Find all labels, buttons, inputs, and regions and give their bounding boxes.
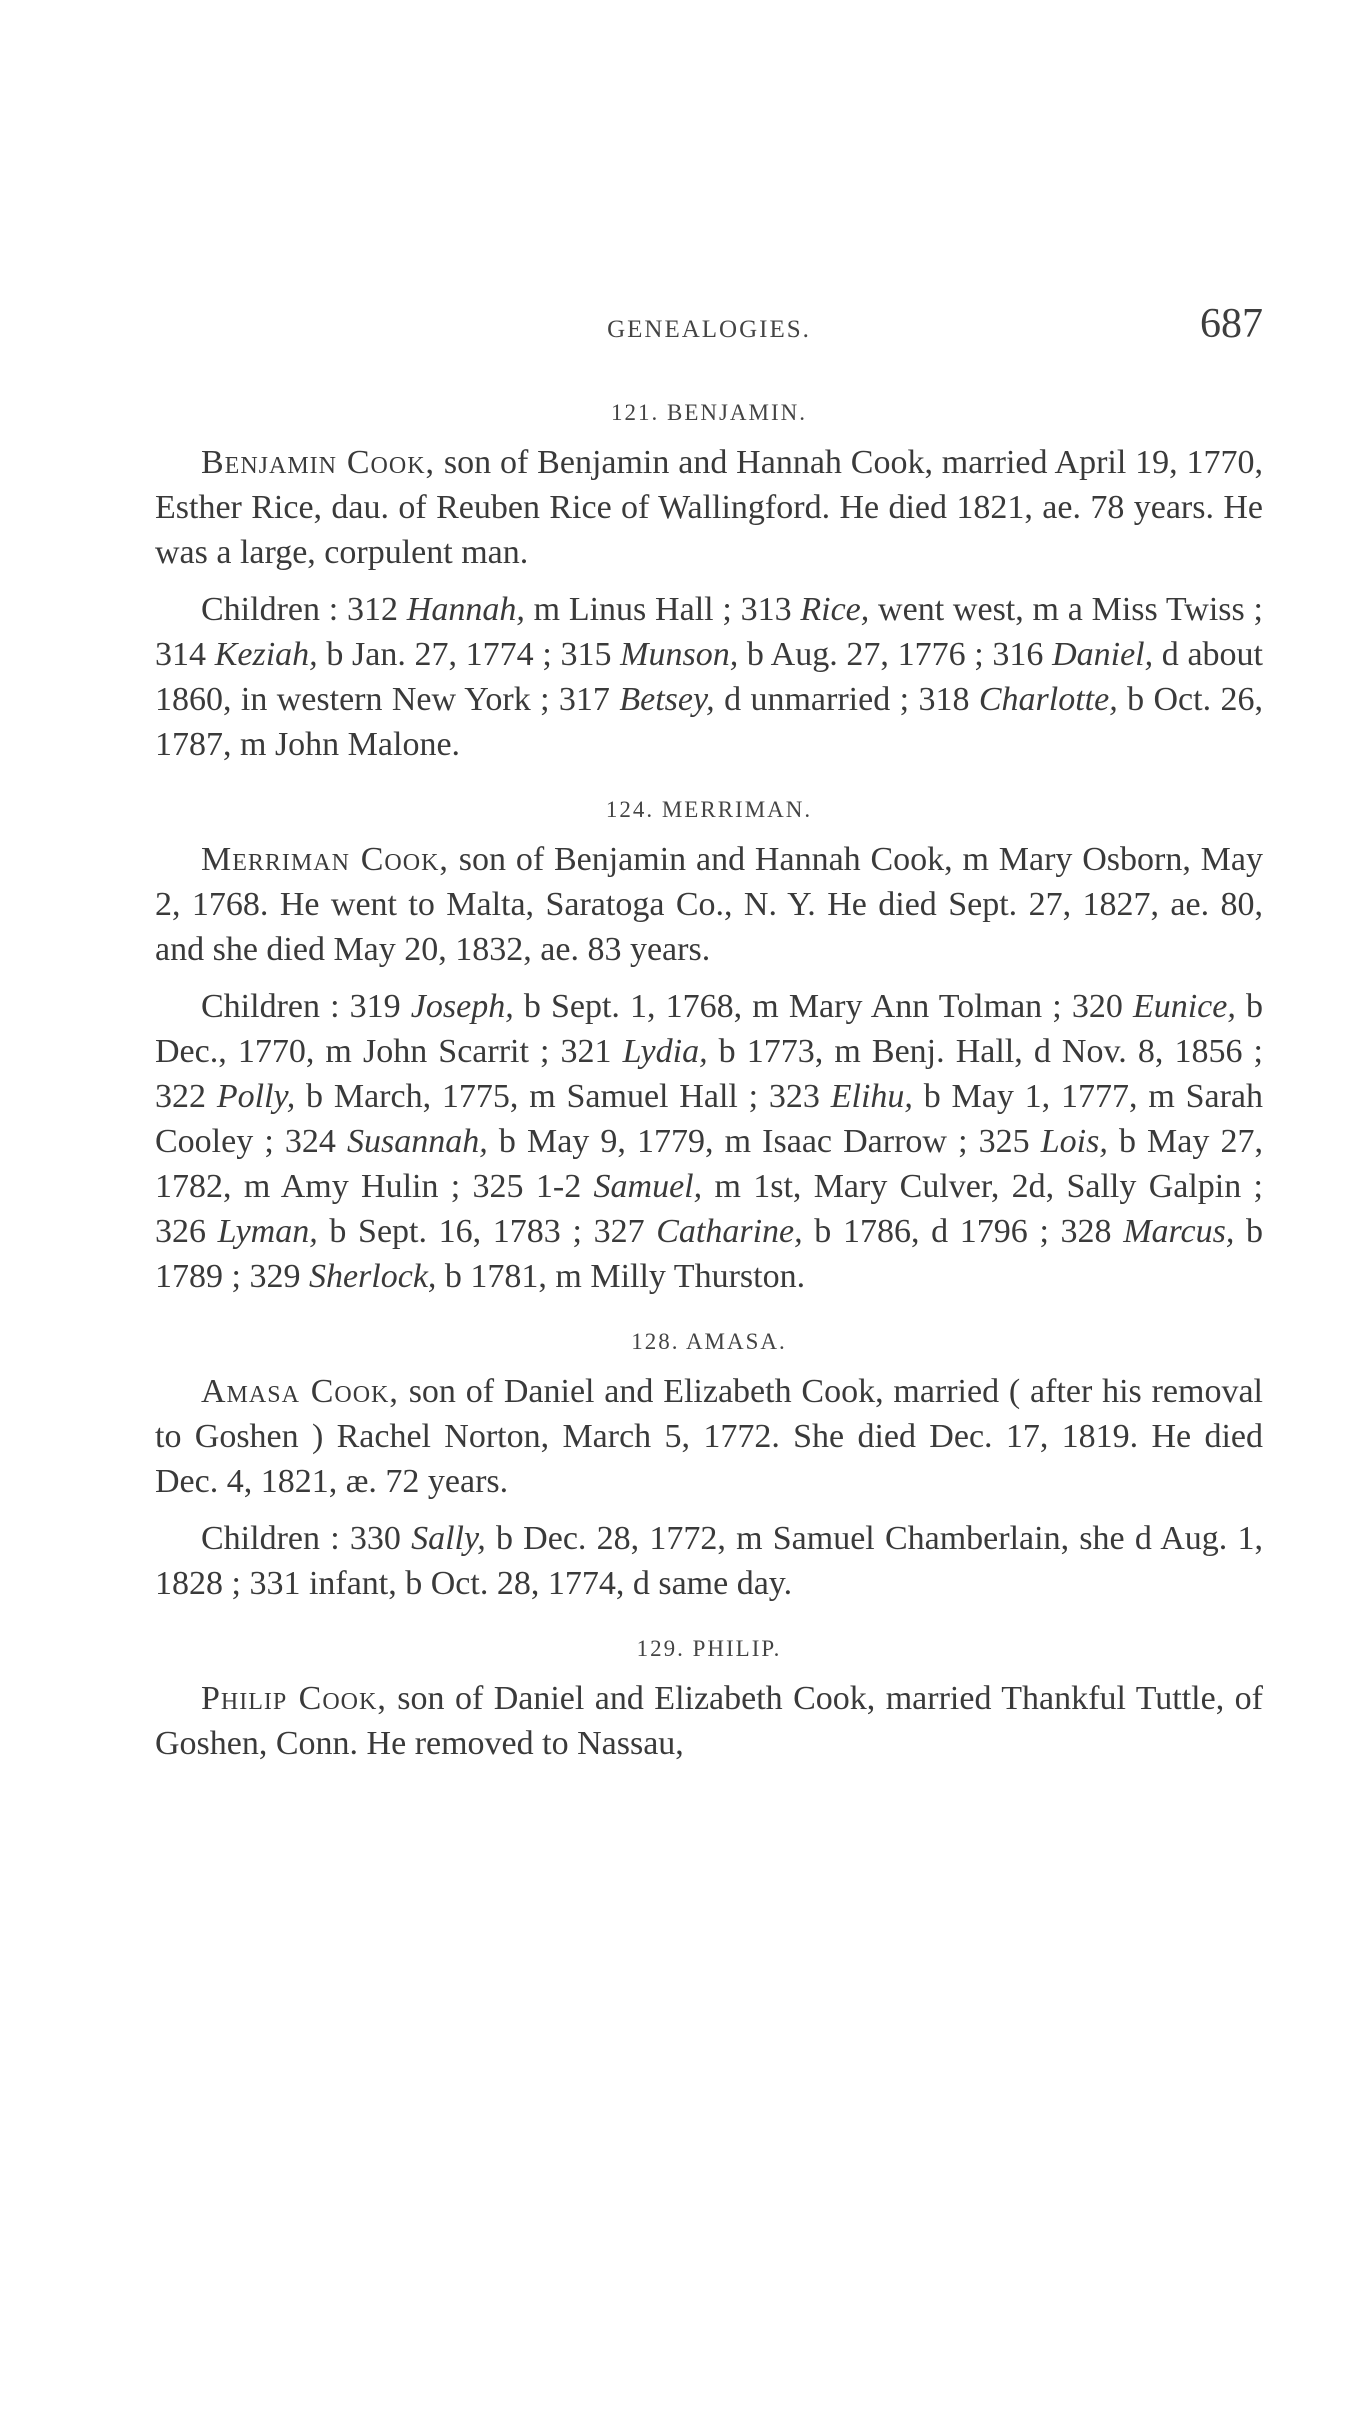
person-name: Benjamin Cook,	[201, 444, 436, 481]
child-name: Marcus,	[1123, 1213, 1235, 1250]
child-name: Lyman,	[217, 1213, 318, 1250]
child-name: Elihu,	[830, 1078, 913, 1115]
genealogy-section	[155, 1636, 1263, 1766]
text-run: b May 9, 1779, m Isaac Darrow ; 325	[487, 1123, 1041, 1160]
child-name: Eunice,	[1132, 988, 1236, 1025]
text-run: b Sept. 16, 1783 ; 327	[317, 1213, 657, 1250]
children-paragraph	[155, 587, 1263, 767]
text-run: b 1781, m Milly Thurston.	[436, 1258, 806, 1295]
genealogy-section	[155, 400, 1263, 767]
biography-paragraph	[155, 837, 1263, 972]
child-name: Joseph,	[410, 988, 514, 1025]
child-name: Catharine,	[656, 1213, 803, 1250]
genealogy-section	[155, 1329, 1263, 1606]
section-heading: 121. BENJAMIN.	[610, 400, 808, 425]
child-name: Susannah,	[347, 1123, 488, 1160]
text-run: went west, m a Miss Twiss ; 314	[155, 591, 1263, 673]
child-name: Polly,	[216, 1078, 296, 1115]
child-name: Daniel,	[1052, 636, 1154, 673]
text-run: son of Benjamin and Hannah Cook, married April 19, 1770, Esther Rice, dau. of Reuben Rice of Wallingford. He died 1821, ae. 78 years. He was a large, corpulent man.	[155, 444, 1263, 571]
person-name: Merriman Cook,	[201, 841, 449, 878]
text-run: b Jan. 27, 1774 ; 315	[317, 636, 621, 673]
child-name: Rice,	[800, 591, 870, 628]
child-name: Samuel,	[593, 1168, 703, 1205]
text-run: b 1789 ; 329	[155, 1213, 1264, 1295]
text-run: Children : 312	[201, 591, 407, 628]
person-name: Amasa Cook,	[201, 1373, 399, 1410]
biography-paragraph	[155, 1676, 1263, 1766]
text-run: son of Daniel and Elizabeth Cook, married ( after his removal to Goshen ) Rachel Norton, March 5, 1772. She died Dec. 17, 1819. He died Dec. 4, 1821, æ. 72 years.	[155, 1373, 1263, 1500]
text-run: m Linus Hall ; 313	[524, 591, 801, 628]
children-paragraph	[155, 984, 1263, 1299]
text-run: m 1st, Mary Culver, 2d, Sally Galpin ; 326	[155, 1168, 1263, 1250]
text-run: son of Daniel and Elizabeth Cook, married Thankful Tuttle, of Goshen, Conn. He removed to Nassau,	[155, 1680, 1263, 1762]
text-run: b Oct. 26, 1787, m John Malone.	[155, 681, 1263, 763]
biography-paragraph	[155, 1369, 1263, 1504]
child-name: Munson,	[620, 636, 739, 673]
section-heading: 124. MERRIMAN.	[605, 797, 813, 822]
child-name: Lois,	[1040, 1123, 1108, 1160]
section-heading: 128. AMASA.	[631, 1329, 787, 1354]
text-run: b Sept. 1, 1768, m Mary Ann Tolman ; 320	[513, 988, 1133, 1025]
text-run: d unmarried ; 318	[714, 681, 979, 718]
text-run: b 1786, d 1796 ; 328	[802, 1213, 1124, 1250]
text-run: b Dec. 28, 1772, m Samuel Chamberlain, she d Aug. 1, 1828 ; 331 infant, b Oct. 28, 1774, d same day.	[155, 1520, 1263, 1602]
page-header	[155, 300, 1263, 390]
text-run: Children : 319	[201, 988, 411, 1025]
person-name: Philip Cook,	[201, 1680, 387, 1717]
child-name: Keziah,	[214, 636, 318, 673]
child-name: Betsey,	[619, 681, 715, 718]
child-name: Hannah,	[406, 591, 525, 628]
genealogy-section	[155, 797, 1263, 1299]
running-head: GENEALOGIES.	[607, 316, 811, 343]
biography-paragraph	[155, 440, 1263, 575]
child-name: Lydia,	[622, 1033, 708, 1070]
page-number: 687	[1200, 301, 1263, 347]
text-run: b March, 1775, m Samuel Hall ; 323	[295, 1078, 831, 1115]
child-name: Sally,	[411, 1520, 486, 1557]
section-heading: 129. PHILIP.	[636, 1636, 782, 1661]
text-run: b May 1, 1777, m Sarah Cooley ; 324	[155, 1078, 1263, 1160]
text-run: d about 1860, in western New York ; 317	[155, 636, 1263, 718]
text-run: b Aug. 27, 1776 ; 316	[738, 636, 1053, 673]
text-run: Children : 330	[201, 1520, 412, 1557]
text-run: b 1773, m Benj. Hall, d Nov. 8, 1856 ; 322	[155, 1033, 1263, 1115]
child-name: Sherlock,	[308, 1258, 437, 1295]
page-body	[155, 400, 1263, 1796]
text-run: b May 27, 1782, m Amy Hulin ; 325 1-2	[155, 1123, 1263, 1205]
text-run: son of Benjamin and Hannah Cook, m Mary Osborn, May 2, 1768. He went to Malta, Saratoga Co., N. Y. He died Sept. 27, 1827, ae. 80, and she died May 20, 1832, ae. 83 years.	[155, 841, 1264, 968]
child-name: Charlotte,	[978, 681, 1118, 718]
text-run: b Dec., 1770, m John Scarrit ; 321	[155, 988, 1263, 1070]
children-paragraph	[155, 1516, 1263, 1606]
